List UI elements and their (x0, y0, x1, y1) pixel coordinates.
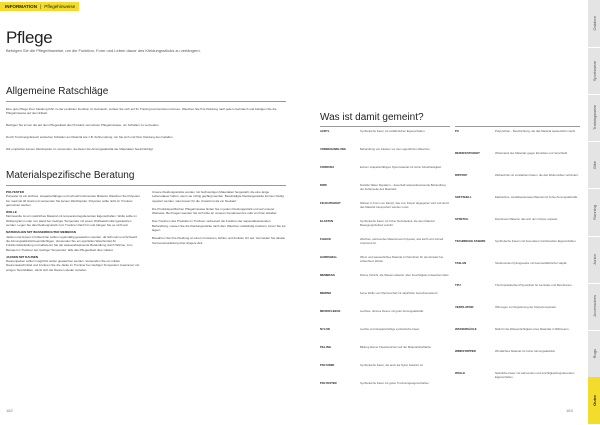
material-heading: MATERIALIEN MIT WASSERDICHTER MEMBRAN (6, 230, 76, 235)
glossary-term: CORDURA (320, 165, 335, 169)
glossary-term: FLEECE (320, 237, 332, 241)
divider (455, 126, 580, 127)
material-column-a (6, 190, 140, 275)
glossary-definition: Weiches, wärmendes Material aus Polyester, das leicht und schnell trocknend ist. (360, 237, 444, 245)
glossary-definition: Leichte und strapazierfähige synthetische Faser. (360, 327, 421, 331)
glossary-row (320, 328, 450, 332)
material-paragraph: Das Trocknen des Produkts im Trockner verbessert die Funktion der wasserabweisenden Behandlung. Lassen Sie die Kleidungsstücke nach dem Waschen vollständig trocknen, bevor Sie sie lagern. (152, 219, 286, 233)
glossary-definition: Natürliche Faser mit wärmenden und feuchtigkeitsregulierenden Eigenschaften. (495, 371, 575, 379)
glossary-term: DWR (320, 183, 327, 187)
glossary-definition: Winddichtes Material mit hoher Atmungsaktivität. (495, 349, 556, 353)
glossary-title: Was ist damit gemeint? (320, 112, 424, 123)
material-heading: JACKEN MIT DAUNEN (6, 254, 39, 259)
glossary-term: REISSFESTIGKEIT (455, 151, 480, 155)
glossary-row (320, 184, 450, 191)
sidebar-tab-accessoires[interactable] (588, 283, 600, 331)
sidebar-tab-label: Rugs (591, 348, 597, 358)
section-title-general: Allgemeine Ratschläge (6, 86, 109, 97)
divider (6, 101, 286, 102)
glossary-row (455, 306, 580, 310)
sidebar-tab-bike[interactable] (588, 141, 600, 189)
material-heading: WOLLE (6, 210, 17, 215)
glossary-row (455, 174, 580, 178)
divider (6, 185, 286, 186)
glossary-term: WOLLE (455, 371, 466, 375)
sidebar-tab-running[interactable] (588, 188, 600, 236)
glossary-row (455, 152, 580, 156)
sidebar-tab-outdoor[interactable] (588, 0, 600, 48)
material-text: Jacken und Hosen mit Membran sollten regelmäßig gewaschen werden, da Schmutz und Schweiß die Atmungsaktivität beeinträchtigen. Verwenden Sie ein spezielles Waschmittel für Funktionsbekleidung und aktivieren Sie die wasserabweisende Behandlung durch Wärme, zum Beispiel im Trockner bei niedriger Temperatur, falls das Pflegeetikett dies zulässt. (6, 234, 137, 252)
page-title: Pflege (6, 28, 53, 47)
sidebar-tab-rugs[interactable] (588, 330, 600, 378)
glossary-row (455, 372, 580, 379)
glossary-definition: Synthetische Faser mit hoher Dehnbarkeit, die dem Material Bewegungsfreiheit verleiht. (360, 219, 435, 227)
glossary-definition: Polyurethan – Beschichtung, die das Material wasserdicht macht. (495, 129, 576, 133)
material-column-b (152, 190, 286, 249)
glossary-term: PILLING (320, 345, 332, 349)
glossary-row (455, 284, 580, 288)
material-heading: POLYESTER (6, 190, 24, 194)
glossary-row (320, 364, 450, 368)
glossary-list-b (455, 130, 580, 410)
glossary-row (320, 256, 450, 263)
glossary-row (455, 218, 580, 222)
glossary-term: HARDSHELL (320, 255, 338, 259)
sidebar-tab-label: Accessoires (591, 295, 597, 317)
glossary-list-a (320, 130, 450, 410)
glossary-term: TPU (455, 283, 461, 287)
material-paragraph: Bewahren Sie Ihre Kleidung an einem trockenen, kühlen und dunklen Ort auf. Vermeiden Sie direkte Sonneneinstrahlung über längere Zeit. (152, 236, 286, 245)
glossary-definition: Behandlung von Flecken vor dem eigentlichen Waschen. (360, 147, 431, 151)
glossary-term: TASLAN (455, 261, 467, 265)
material-text: Merinowolle ist ein natürliches Material mit temperaturregulierenden Eigenschaften. Wolle sollte im Wollprogramm oder von Hand bei niedriger Temperatur mit einem Wollwaschmittel gewaschen werden. Legen Sie das Kleidungsstück zum Trocknen flach hin und hängen Sie es nicht auf. (6, 214, 137, 228)
glossary-row (320, 148, 450, 152)
glossary-row (455, 350, 580, 354)
glossary-term: NYLON (320, 327, 330, 331)
material-paragraph: Die Produktspezifischen Pflegehinweise finden Sie in jedem Kleidungsstück und auf unserer Webseite. Bei Fragen wenden Sie sich bitte an unseren Kundenservice oder an Ihren Händler. (152, 206, 278, 216)
material-block (6, 255, 140, 272)
sidebar-tab-label: Sportswear (591, 60, 597, 81)
glossary-term: MEMBRAN (320, 273, 335, 277)
sidebar-tab-trainingswear[interactable] (588, 94, 600, 142)
glossary-term: ELASTAN (320, 219, 333, 223)
glossary-row (320, 202, 450, 209)
glossary-definition: Synthetische Faser mit guten Trocknungseigenschaften. (360, 381, 430, 385)
sidebar-tab-label: Bike (591, 160, 597, 169)
glossary-term: VENTILATION (455, 305, 474, 309)
glossary-row (320, 238, 450, 245)
glossary-row (320, 382, 450, 386)
subsection-label: Pflegehinweise (44, 4, 76, 9)
sidebar-tab-label: Trainingswear (591, 105, 597, 131)
chapter-sidebar (588, 0, 600, 424)
sidebar-tab-label: Junior (591, 253, 597, 265)
glossary-row (455, 240, 580, 244)
material-block (6, 190, 140, 207)
glossary-row (455, 130, 580, 134)
glossary-term: FEUCHTIGKEIT (320, 201, 341, 205)
glossary-row (320, 346, 450, 350)
section-label: INFORMATION (5, 4, 38, 9)
page-number-left: 162 (6, 408, 13, 413)
glossary-definition: Dehnbares Material, das sich dem Körper anpasst. (495, 217, 558, 221)
sidebar-tab-label: Outro (591, 394, 597, 406)
glossary-definition: Wind- und wasserdichtes Material mit Membran für den Einsatz bei schlechtem Wetter. (360, 255, 444, 263)
glossary-term: ACRYL (320, 129, 330, 133)
section-tag (0, 2, 79, 11)
sidebar-tab-label: Running (591, 204, 597, 220)
glossary-row (320, 292, 450, 296)
sidebar-tab-label: Outdoor (591, 16, 597, 31)
page-header (0, 0, 588, 13)
glossary-term: POLYAMID (320, 363, 335, 367)
glossary-row (320, 130, 450, 134)
material-block (6, 230, 140, 251)
glossary-term: WASSERSÄULE (455, 327, 477, 331)
glossary-definition: Wasser in Form von Dampf, das vom Körper abgegeben wird und durch das Material transportiert werden muss. (360, 201, 450, 209)
page-number-right: 163 (566, 408, 573, 413)
material-text: Polyester ist ein leichtes, strapazierfähiges und schnell trocknendes Material. Waschen Sie Polyester bei maximal 40 Grad und verwenden Sie keinen Weichspüler. Polyester sollte nicht im Trockner getrocknet werden. (6, 194, 140, 207)
glossary-row (455, 262, 580, 266)
divider (320, 126, 450, 127)
glossary-term: VORBEHANDLUNG (320, 147, 346, 151)
material-paragraph: Unsere Kleidungsstücke werden mit hochwertigen Materialien hergestellt, die eine lange Lebensdauer haben, wenn sie richtig gepflegt werden. Beschädigte Kleidungsstücke können häufig repariert werden, was besser für die Umwelt ist als ein Neukauf. (152, 190, 284, 203)
glossary-row (455, 328, 580, 332)
sidebar-tab-sportswear[interactable] (588, 47, 600, 95)
glossary-definition: Durable Water Repellent – dauerhaft wasserabweisende Behandlung der Außenseite des Materials. (360, 183, 446, 191)
glossary-definition: Synthetische Fasern mit besonderen funktionellen Eigenschaften. (495, 239, 577, 243)
general-paragraph: Wir empfehlen keinen Weichspüler zu verwenden, da dieser die Atmungsaktivität der Materialien beeinträchtigt. (6, 147, 154, 151)
glossary-definition: Synthetische Faser, die auch als Nylon bekannt ist. (360, 363, 424, 367)
glossary-definition: Feine Wolle vom Merinoschaf mit natürlicher Geruchsresistenz. (360, 291, 439, 295)
general-paragraph: Eine gute Pflege Ihrer Kleidung führt zu der perfekten Funktion im Gebrauch, sodass Sie sich auf Ihr Training konzentrieren können. Waschen Sie Ihre Kleidung nach jedem Gebrauch und befolgen Sie die Pflegehinweise auf dem Etikett. (6, 107, 277, 116)
general-paragraph: Durch Trocknergebrauch entstehen Schäden am Material wie z.B. Schrumpfung; tun Sie sich und Ihrer Kleidung den Gefallen. (6, 135, 174, 139)
glossary-term: MICROFLEECE (320, 309, 341, 313)
glossary-definition: Dünne Schicht, die Wasser abweist, aber Feuchtigkeit entweichen lässt. (360, 273, 450, 277)
glossary-term: PU (455, 129, 459, 133)
glossary-term: SOFTSHELL (455, 195, 472, 199)
glossary-definition: Extrem strapazierfähiges Nylonmaterial mit hoher Abriebfestigkeit. (360, 165, 442, 169)
glossary-definition: Strukturiertes Nylongewebe mit baumwollähnlicher Haptik. (495, 261, 568, 265)
glossary-definition: Leichtes, dünnes Fleece mit guter Atmungsaktivität. (360, 309, 424, 313)
glossary-definition: Öffnungen zur Regulierung der Körpertemperatur. (495, 305, 557, 309)
glossary-term: TECHNISCHE FASERN (455, 239, 486, 243)
glossary-definition: Widerstand des Materials gegen Einreißen und Verschleiß. (495, 151, 568, 155)
glossary-row (455, 196, 580, 200)
glossary-term: POLYESTER (320, 381, 337, 385)
glossary-row (320, 220, 450, 227)
glossary-definition: Elastisches, windabweisendes Material mit hoher Atmungsaktivität. (495, 195, 578, 199)
material-block (6, 210, 140, 227)
glossary-definition: Maß für die Wasserdichtigkeit eines Materials in Millimetern. (495, 327, 570, 331)
glossary-term: WINDSTOPPER (455, 349, 476, 353)
glossary-term: MERINO (320, 291, 332, 295)
glossary-term: STRETCH (455, 217, 469, 221)
glossary-row (320, 166, 450, 170)
glossary-term: RIPSTOP (455, 173, 468, 177)
sidebar-tab-junior[interactable] (588, 236, 600, 284)
glossary-definition: Thermoplastisches Polyurethan für Laminate und Membranen. (495, 283, 573, 287)
section-title-material: Materialspezifische Beratung (6, 170, 135, 181)
page-subtitle: Befolgen Sie die Pflegehinweise, um die Funktion, Form und Leben dauer des Kleidungsstücks zu verlängern. (6, 48, 201, 53)
material-text: Daunenjacken sollten möglichst selten gewaschen werden. Verwenden Sie ein mildes Daunenwaschmittel und trocknen Sie die Jacke im Trockner bei niedriger Temperatur zusammen mit einigen Tennisbällen, damit sich die Daunen wieder verteilen. (6, 259, 140, 272)
glossary-definition: Synthetische Faser mit wollähnlichen Eigenschaften. (360, 129, 426, 133)
glossary-row (320, 274, 450, 278)
tag-separator: | (40, 4, 42, 9)
glossary-row (320, 310, 450, 314)
general-paragraph: Befolgen Sie immer die auf dem Pflegeetikett des Produkts vermerkten Pflegehinweise, um Schäden zu vermeiden. (6, 123, 160, 127)
sidebar-tab-outro[interactable] (588, 377, 600, 425)
glossary-definition: Webtechnik mit verstärkten Fäden, die das Weiterreißen verhindert. (495, 173, 579, 177)
glossary-definition: Bildung kleiner Faserknötchen auf der Materialoberfläche. (360, 345, 432, 349)
